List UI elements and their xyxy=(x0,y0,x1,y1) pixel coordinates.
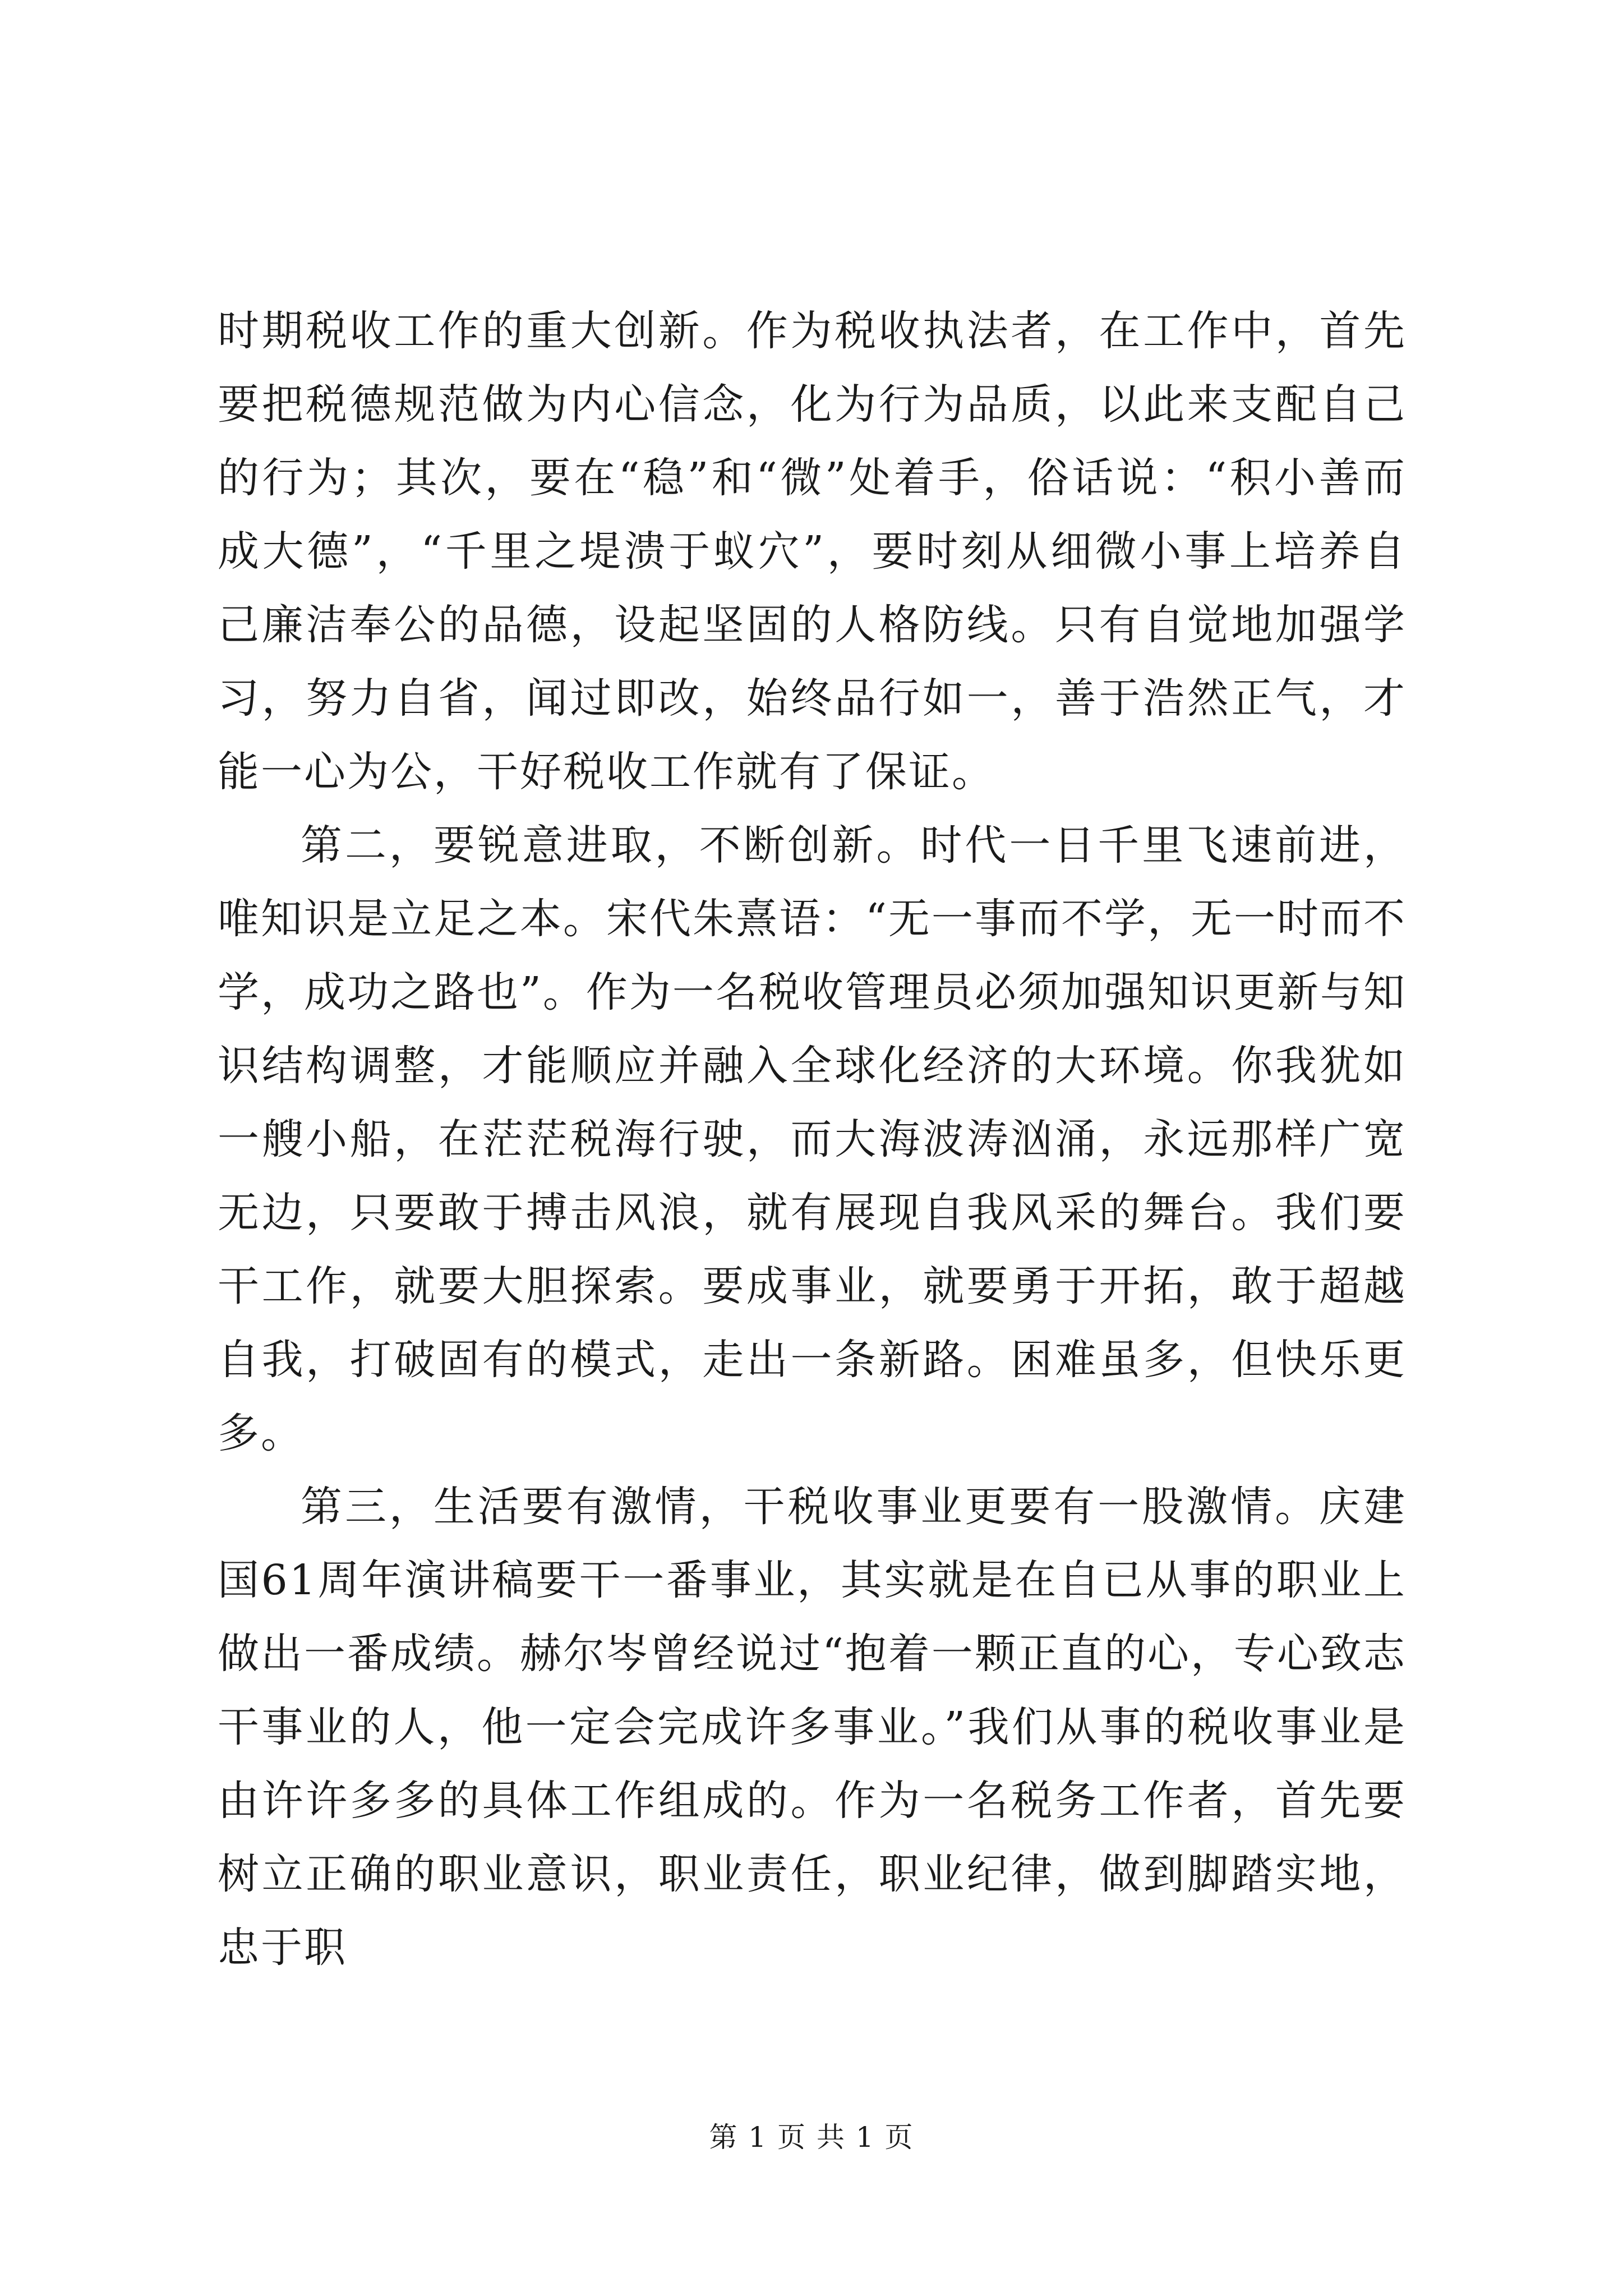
paragraph-2: 第二，要锐意进取，不断创新。时代一日千里飞速前进，唯知识是立足之本。宋代朱熹语：“无一事而不学，无一时而不学，成功之路也”。作为一名税收管理员必须加强知识更新与知识结构调整，才能顺应并融入全球化经济的大环境。你我犹如一艘小船，在茫茫税海行驶，而大海波涛汹涌，永远那样广宽无边，只要敢于搏击风浪，就有展现自我风采的舞台。我们要干工作，就要大胆探索。要成事业，就要勇于开拓，敢于超越自我，打破固有的模式，走出一条新路。困难虽多，但快乐更多。 xyxy=(218,821,1407,1457)
document-body xyxy=(218,295,1407,1985)
paragraph-1: 时期税收工作的重大创新。作为税收执法者，在工作中，首先要把税德规范做为内心信念，化为行为品质，以此来支配自己的行为；其次，要在“稳”和“微”处着手，俗话说：“积小善而成大德”，“千里之堤溃于蚁穴”，要时刻从细微小事上培养自己廉洁奉公的品德，设起坚固的人格防线。只有自觉地加强学习，努力自省，闻过即改，始终品行如一，善于浩然正气，才能一心为公，干好税收工作就有了保证。 xyxy=(218,307,1407,796)
paragraph-3: 第三，生活要有激情，干税收事业更要有一股激情。庆建国61周年演讲稿要干一番事业，其实就是在自已从事的职业上做出一番成绩。赫尔岑曾经说过“抱着一颗正直的心，专心致志干事业的人，他一定会完成许多事业。”我们从事的税收事业是由许许多多的具体工作组成的。作为一名税务工作者，首先要树立正确的职业意识，职业责任，职业纪律，做到脚踏实地，忠于职 xyxy=(218,1483,1407,1972)
page-footer: 第 1 页 共 1 页 xyxy=(709,2121,914,2154)
